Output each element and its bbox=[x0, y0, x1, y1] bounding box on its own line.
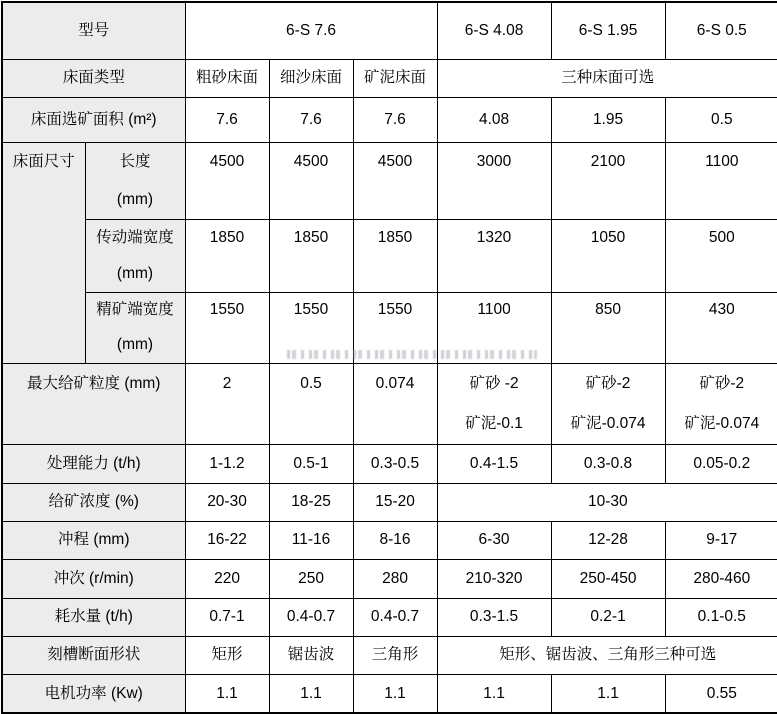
header-cell bbox=[85, 219, 185, 292]
cell-text: 矿泥-0.1 bbox=[465, 414, 523, 432]
data-cell bbox=[269, 636, 353, 674]
data-cell bbox=[551, 219, 665, 292]
data-cell bbox=[185, 59, 269, 97]
cell-text: 1.1 bbox=[216, 684, 238, 702]
table-row bbox=[2, 292, 777, 363]
table-row bbox=[2, 59, 777, 97]
cell-text: 11-16 bbox=[291, 531, 331, 549]
cell-text: 床面尺寸 bbox=[12, 152, 75, 170]
cell-text: 最大给矿粒度 (mm) bbox=[27, 374, 161, 392]
cell-text: 0.5 bbox=[711, 110, 733, 128]
cell-text: 1550 bbox=[209, 301, 245, 319]
cell-text: 1.1 bbox=[384, 684, 406, 702]
cell-text: 7.6 bbox=[300, 110, 322, 128]
cell-text: 1850 bbox=[377, 228, 413, 246]
table-row bbox=[2, 2, 777, 59]
cell-text: 500 bbox=[708, 228, 735, 246]
cell-text: 6-30 bbox=[478, 531, 510, 549]
cell-text: 0.4-1.5 bbox=[469, 454, 519, 472]
cell-text: (mm) bbox=[116, 336, 154, 354]
data-cell bbox=[551, 521, 665, 559]
cell-text: 1100 bbox=[705, 152, 739, 170]
cell-text: 三角形 bbox=[371, 646, 419, 664]
data-cell bbox=[269, 59, 353, 97]
cell-text: 18-25 bbox=[291, 493, 331, 511]
table-row bbox=[2, 97, 777, 142]
cell-text: 1550 bbox=[377, 301, 413, 319]
header-cell bbox=[2, 483, 185, 521]
cell-text: 15-20 bbox=[375, 493, 415, 511]
data-cell bbox=[665, 444, 777, 483]
data-cell bbox=[269, 598, 353, 636]
data-cell bbox=[185, 483, 269, 521]
cell-text: 0.1-0.5 bbox=[697, 608, 746, 626]
cell-text: 8-16 bbox=[379, 531, 411, 549]
data-cell bbox=[437, 219, 551, 292]
cell-text: 床面类型 bbox=[62, 69, 125, 87]
data-cell bbox=[665, 363, 777, 444]
cell-text: 6-S 0.5 bbox=[696, 22, 747, 40]
data-cell bbox=[437, 363, 551, 444]
cell-text: 280-460 bbox=[693, 569, 751, 587]
data-cell bbox=[665, 142, 777, 219]
cell-text: 430 bbox=[708, 301, 735, 319]
data-cell bbox=[551, 559, 665, 598]
cell-text: 刻槽断面形状 bbox=[47, 646, 141, 664]
cell-text: 10-30 bbox=[587, 493, 628, 511]
data-cell bbox=[185, 97, 269, 142]
cell-text: 冲程 (mm) bbox=[58, 531, 130, 549]
cell-text: 280 bbox=[382, 569, 408, 587]
cell-text: 矿泥床面 bbox=[364, 69, 427, 87]
data-cell bbox=[185, 444, 269, 483]
data-cell bbox=[269, 363, 353, 444]
cell-text: 锯齿波 bbox=[287, 646, 335, 664]
cell-text: 9-17 bbox=[706, 531, 738, 549]
data-cell bbox=[551, 142, 665, 219]
table-row bbox=[2, 598, 777, 636]
cell-text: 处理能力 (t/h) bbox=[46, 454, 141, 472]
cell-text: 0.2-1 bbox=[590, 608, 626, 626]
data-cell bbox=[269, 97, 353, 142]
cell-text: 1.1 bbox=[300, 684, 322, 702]
table-row bbox=[2, 521, 777, 559]
cell-text: 6-S 4.08 bbox=[464, 22, 524, 40]
cell-text: 1550 bbox=[293, 301, 329, 319]
header-cell bbox=[2, 2, 185, 59]
data-cell bbox=[353, 444, 437, 483]
data-cell bbox=[551, 444, 665, 483]
data-cell bbox=[437, 142, 551, 219]
data-cell bbox=[437, 97, 551, 142]
data-cell bbox=[437, 483, 777, 521]
cell-text: 0.3-1.5 bbox=[469, 608, 519, 626]
data-cell bbox=[353, 521, 437, 559]
cell-text: 4500 bbox=[209, 152, 245, 170]
cell-text: 精矿端宽度 bbox=[96, 301, 174, 319]
header-cell bbox=[2, 59, 185, 97]
data-cell bbox=[551, 292, 665, 363]
cell-text: 7.6 bbox=[384, 110, 406, 128]
data-cell bbox=[269, 483, 353, 521]
data-cell bbox=[437, 292, 551, 363]
cell-text: 16-22 bbox=[207, 531, 247, 549]
cell-text: 冲次 (r/min) bbox=[53, 569, 134, 587]
data-cell bbox=[551, 598, 665, 636]
cell-text: (mm) bbox=[116, 264, 154, 282]
cell-text: 细沙床面 bbox=[280, 69, 343, 87]
cell-text: 4500 bbox=[377, 152, 413, 170]
header-cell bbox=[2, 636, 185, 674]
data-cell bbox=[437, 2, 551, 59]
cell-text: 0.05-0.2 bbox=[693, 454, 751, 472]
table-row bbox=[2, 219, 777, 292]
cell-text: 型号 bbox=[78, 22, 110, 40]
cell-text: 0.5 bbox=[300, 374, 322, 392]
header-cell bbox=[2, 674, 185, 713]
data-cell bbox=[185, 142, 269, 219]
cell-text: 250 bbox=[298, 569, 324, 587]
cell-text: 0.074 bbox=[375, 374, 415, 392]
table-row bbox=[2, 444, 777, 483]
cell-text: 0.55 bbox=[706, 684, 737, 702]
cell-text: 0.3-0.8 bbox=[583, 454, 633, 472]
cell-text: 矩形 bbox=[211, 646, 243, 664]
data-cell bbox=[665, 674, 777, 713]
data-cell bbox=[353, 59, 437, 97]
header-cell bbox=[2, 97, 185, 142]
data-cell bbox=[185, 363, 269, 444]
cell-text: 2 bbox=[222, 374, 232, 392]
data-cell bbox=[437, 59, 777, 97]
cell-text: 1050 bbox=[590, 228, 626, 246]
cell-text: 220 bbox=[214, 569, 240, 587]
data-cell bbox=[269, 559, 353, 598]
data-cell bbox=[353, 674, 437, 713]
header-cell bbox=[2, 142, 85, 363]
header-cell bbox=[85, 142, 185, 219]
cell-text: 1850 bbox=[293, 228, 329, 246]
data-cell bbox=[353, 559, 437, 598]
cell-text: 耗水量 (t/h) bbox=[54, 608, 133, 626]
cell-text: 1.1 bbox=[483, 684, 505, 702]
data-cell bbox=[551, 674, 665, 713]
data-cell bbox=[551, 97, 665, 142]
cell-text: (mm) bbox=[116, 190, 154, 208]
data-cell bbox=[551, 363, 665, 444]
data-cell bbox=[665, 219, 777, 292]
data-cell bbox=[353, 97, 437, 142]
data-cell bbox=[437, 674, 551, 713]
header-cell bbox=[2, 521, 185, 559]
cell-text: 传动端宽度 bbox=[96, 228, 174, 246]
data-cell bbox=[353, 636, 437, 674]
data-cell bbox=[269, 674, 353, 713]
data-cell bbox=[353, 363, 437, 444]
data-cell bbox=[437, 559, 551, 598]
cell-text: 0.7-1 bbox=[209, 608, 245, 626]
data-cell bbox=[185, 521, 269, 559]
cell-text: 床面选矿面积 (m²) bbox=[30, 110, 157, 128]
data-cell bbox=[185, 559, 269, 598]
data-cell bbox=[437, 444, 551, 483]
cell-text: 矿砂-2 bbox=[585, 374, 631, 392]
cell-text: 250-450 bbox=[579, 569, 637, 587]
data-cell bbox=[353, 598, 437, 636]
cell-text: 矿泥-0.074 bbox=[570, 414, 646, 432]
data-cell bbox=[665, 97, 777, 142]
data-cell bbox=[665, 521, 777, 559]
data-cell bbox=[185, 674, 269, 713]
data-cell bbox=[665, 2, 777, 59]
cell-text: 0.4-0.7 bbox=[370, 608, 420, 626]
data-cell bbox=[185, 219, 269, 292]
cell-text: 4500 bbox=[293, 152, 329, 170]
cell-text: 20-30 bbox=[207, 493, 247, 511]
table-row bbox=[2, 636, 777, 674]
header-cell bbox=[2, 363, 185, 444]
cell-text: 7.6 bbox=[216, 110, 238, 128]
table-row bbox=[2, 483, 777, 521]
header-cell bbox=[2, 598, 185, 636]
data-cell bbox=[437, 598, 551, 636]
data-cell bbox=[185, 2, 437, 59]
data-cell bbox=[269, 292, 353, 363]
cell-text: 210-320 bbox=[465, 569, 523, 587]
data-cell bbox=[665, 292, 777, 363]
cell-text: 1.1 bbox=[597, 684, 619, 702]
data-cell bbox=[269, 219, 353, 292]
data-cell bbox=[269, 142, 353, 219]
data-cell bbox=[185, 292, 269, 363]
cell-text: 长度 bbox=[119, 152, 151, 170]
data-cell bbox=[665, 598, 777, 636]
data-cell bbox=[353, 142, 437, 219]
cell-text: 矩形、锯齿波、三角形三种可选 bbox=[499, 646, 717, 664]
table-row bbox=[2, 674, 777, 713]
cell-text: 矿砂 -2 bbox=[469, 374, 519, 392]
cell-text: 0.5-1 bbox=[293, 454, 329, 472]
cell-text: 1850 bbox=[209, 228, 245, 246]
cell-text: 12-28 bbox=[588, 531, 628, 549]
data-cell bbox=[437, 521, 551, 559]
data-cell bbox=[269, 444, 353, 483]
cell-text: 矿泥-0.074 bbox=[684, 414, 760, 432]
data-cell bbox=[269, 521, 353, 559]
cell-text: 6-S 1.95 bbox=[578, 22, 638, 40]
data-cell bbox=[353, 292, 437, 363]
cell-text: 1.95 bbox=[592, 110, 624, 128]
data-cell bbox=[185, 636, 269, 674]
data-cell bbox=[185, 598, 269, 636]
spec-table bbox=[1, 1, 777, 714]
cell-text: 1100 bbox=[477, 301, 511, 319]
data-cell bbox=[437, 636, 777, 674]
data-cell bbox=[665, 559, 777, 598]
header-cell bbox=[85, 292, 185, 363]
cell-text: 3000 bbox=[476, 152, 512, 170]
table-row bbox=[2, 142, 777, 219]
cell-text: 6-S 7.6 bbox=[286, 22, 337, 40]
data-cell bbox=[353, 483, 437, 521]
data-cell bbox=[551, 2, 665, 59]
header-cell bbox=[2, 444, 185, 483]
cell-text: 给矿浓度 (%) bbox=[48, 493, 139, 511]
cell-text: 矿砂-2 bbox=[699, 374, 745, 392]
header-cell bbox=[2, 559, 185, 598]
table-row bbox=[2, 363, 777, 444]
cell-text: 4.08 bbox=[478, 110, 510, 128]
cell-text: 1320 bbox=[476, 228, 512, 246]
cell-text: 0.3-0.5 bbox=[370, 454, 420, 472]
cell-text: 1-1.2 bbox=[209, 454, 245, 472]
cell-text: 0.4-0.7 bbox=[286, 608, 336, 626]
cell-text: 三种床面可选 bbox=[561, 69, 655, 87]
cell-text: 电机功率 (Kw) bbox=[44, 684, 143, 702]
data-cell bbox=[353, 219, 437, 292]
table-row bbox=[2, 559, 777, 598]
cell-text: 粗砂床面 bbox=[196, 69, 259, 87]
cell-text: 2100 bbox=[590, 152, 626, 170]
cell-text: 850 bbox=[595, 301, 621, 319]
